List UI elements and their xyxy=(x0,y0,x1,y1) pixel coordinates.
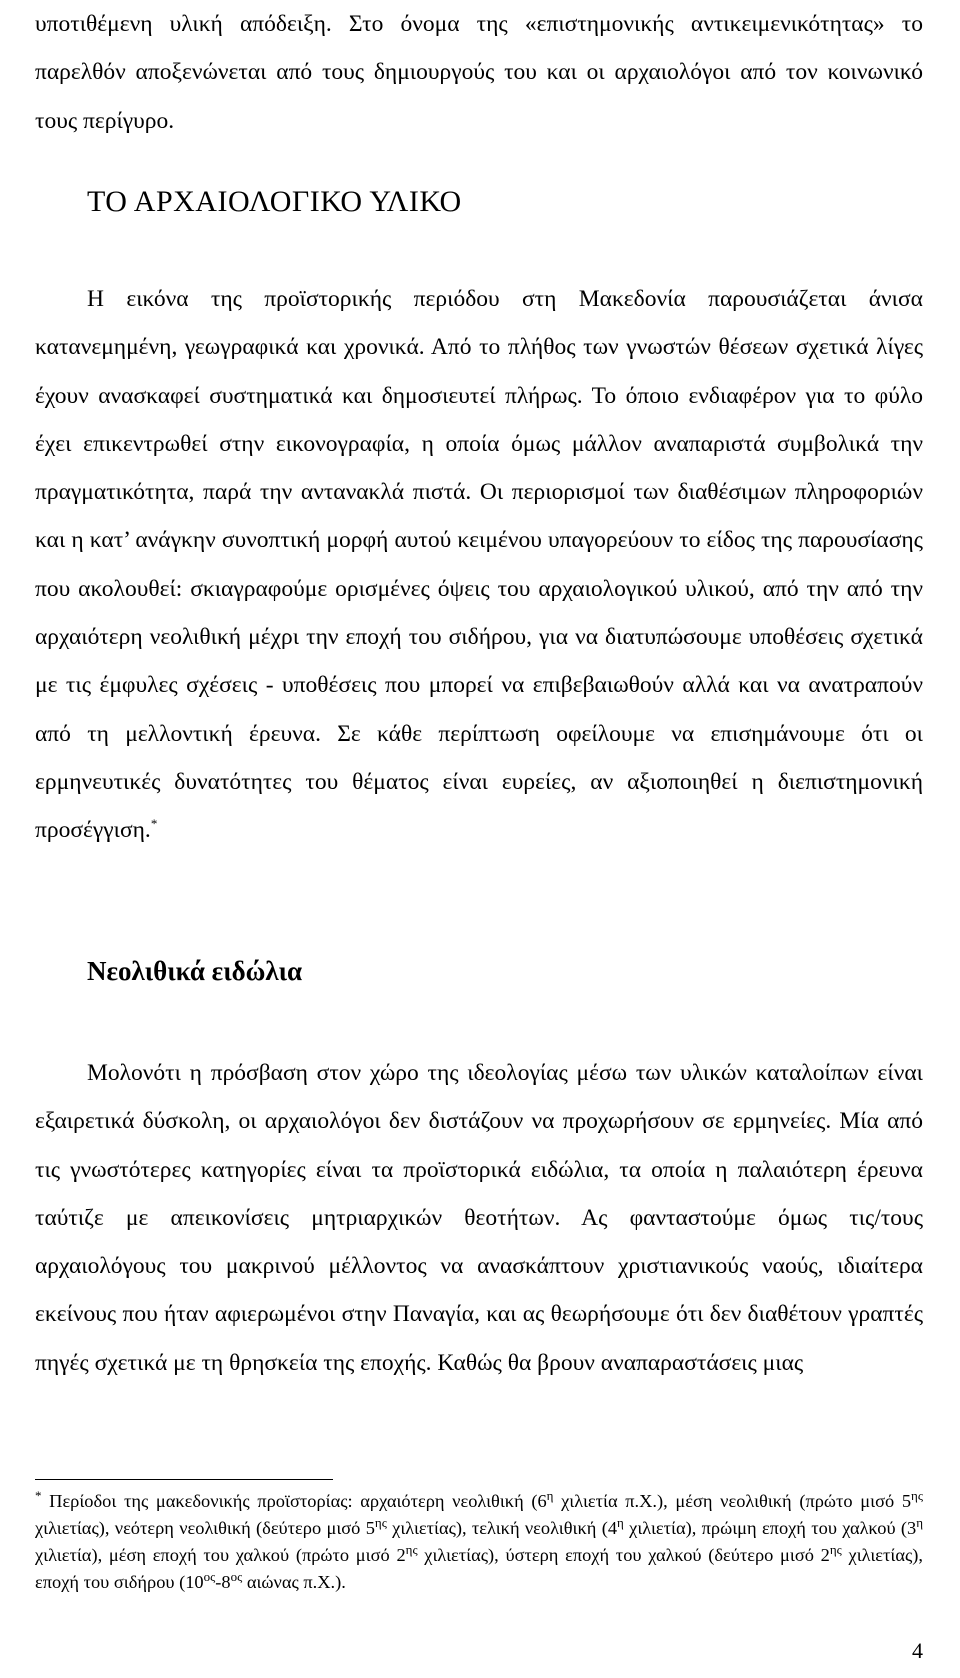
footnote-ordinal-suffix: ος xyxy=(203,1568,216,1584)
page-number: 4 xyxy=(912,1638,923,1663)
footnote-ordinal-suffix: ης xyxy=(911,1487,923,1503)
footnote-text: χιλιετία π.Χ.), μέση νεολιθική (πρώτο μισό 5 xyxy=(553,1491,912,1511)
footnote-text: χιλιετίας), ύστερη εποχή του χαλκού (δεύτερο μισό 2 xyxy=(417,1545,830,1565)
footnote-text: Περίοδοι της μακεδονικής προϊστορίας: αρχαιότερη νεολιθική (6 xyxy=(49,1491,547,1511)
footnote-separator-rule xyxy=(35,1479,333,1480)
footnote-ordinal-suffix: η xyxy=(617,1514,624,1530)
footnote-text: χιλιετίας), νεότερη νεολιθική (δεύτερο μισό 5 xyxy=(35,1518,375,1538)
material-paragraph-block xyxy=(35,275,923,855)
footnote-ordinal-suffix: ης xyxy=(829,1541,842,1557)
footnote-ordinal-suffix: ης xyxy=(374,1514,387,1530)
footnote-text: αιώνας π.Χ.). xyxy=(242,1572,346,1592)
subsection-heading-neolithic-figurines: Νεολιθικά ειδώλια xyxy=(87,956,303,986)
paragraph-continuation: υποτιθέμενη υλική απόδειξη. Στο όνομα της «επιστημονικής αντικειμενικότητας» το παρελθόν αποξενώνεται από τους δημιουργούς του και οι αρχαιολόγοι από τον κοινωνικό τους περίγυρο. xyxy=(35,11,923,134)
opening-paragraph-block xyxy=(35,0,923,145)
footnote-text: χιλιετίας), εποχή του σιδήρου (10 xyxy=(35,1545,923,1592)
paragraph-neolithic-figurines: Μολονότι η πρόσβαση στον χώρο της ιδεολογίας μέσω των υλικών καταλοίπων είναι εξαιρετικά δύσκολη, οι αρχαιολόγοι δεν διστάζουν να προχωρήσουν σε ερμηνείες. Μία από τις γνωστότερες κατηγορίες είναι τα προϊστορικά ειδώλια, τα οποία η παλαιότερη έρευνα ταύτιζε με απεικονίσεις μητριαρχικών θεοτήτων. Ας φανταστούμε όμως τις/τους αρχαιολόγους του μακρινού μέλλοντος να ανασκάπτουν χριστιανικούς ναούς, ιδιαίτερα εκείνους που ήταν αφιερωμένοι στην Παναγία, και ας θεωρήσουμε ότι δεν διαθέτουν γραπτές πηγές σχετικά με τη θρησκεία της εποχής. Καθώς θα βρουν αναπαραστάσεις μιας xyxy=(35,1060,923,1376)
figurines-paragraph-block xyxy=(35,1049,923,1387)
footnote-mark: * xyxy=(35,1487,42,1503)
footnote-ordinal-suffix: ης xyxy=(405,1541,418,1557)
footnote-ordinal-suffix: η xyxy=(546,1487,554,1503)
footnote xyxy=(35,1488,923,1596)
paragraph-text: Η εικόνα της προϊστορικής περιόδου στη Μακεδονία παρουσιάζεται άνισα κατανεμημένη, γεωγραφικά και χρονικά. Από το πλήθος των γνωστών θέσεων σχετικά λίγες έχουν ανασκαφεί συστηματικά και δημοσιευτεί πλήρως. Το όποιο ενδιαφέρον για το φύλο έχει επικεντρωθεί στην εικονογραφία, η οποία όμως μάλλον αναπαριστά συμβολικά την πραγματικότητα, παρά την αντανακλά πιστά. Οι περιορισμοί των διαθέσιμων πληροφοριών και η κατ’ ανάγκην συνοπτική μορφή αυτού κειμένου υπαγορεύουν το είδος της παρουσίασης που ακολουθεί: σκιαγραφούμε ορισμένες όψεις του αρχαιολογικού υλικού, από την από την αρχαιότερη νεολιθική μέχρι την εποχή του σιδήρου, για να διατυπώσουμε υποθέσεις σχετικά με τις έμφυλες σχέσεις - υποθέσεις που μπορεί να επιβεβαιωθούν αλλά και να ανατραπούν από τη μελλοντική έρευνα. Σε κάθε περίπτωση οφείλουμε να επισημάνουμε ότι οι ερμηνευτικές δυνατότητες του θέματος είναι ευρείες, αν αξιοποιηθεί η διεπιστημονική προσέγγιση. xyxy=(35,286,923,844)
footnote-ordinal-suffix: η xyxy=(916,1514,923,1530)
section-heading-archaeological-material: ΤΟ ΑΡΧΑΙΟΛΟΓΙΚΟ ΥΛΙΚΟ xyxy=(87,185,462,218)
footnote-text: χιλιετίας), τελική νεολιθική (4 xyxy=(386,1518,618,1538)
paragraph-archaeological-material xyxy=(35,275,923,855)
footnote-text: χιλιετία), πρώιμη εποχή του χαλκού (3 xyxy=(623,1518,917,1538)
footnote-text: -8 xyxy=(215,1572,231,1592)
footnote-text: χιλιετία), μέση εποχή του χαλκού (πρώτο μισό 2 xyxy=(35,1545,406,1565)
footnote-reference-mark[interactable]: * xyxy=(150,816,158,832)
document-page xyxy=(35,0,923,1678)
footnote-ordinal-suffix: ος xyxy=(230,1568,243,1584)
